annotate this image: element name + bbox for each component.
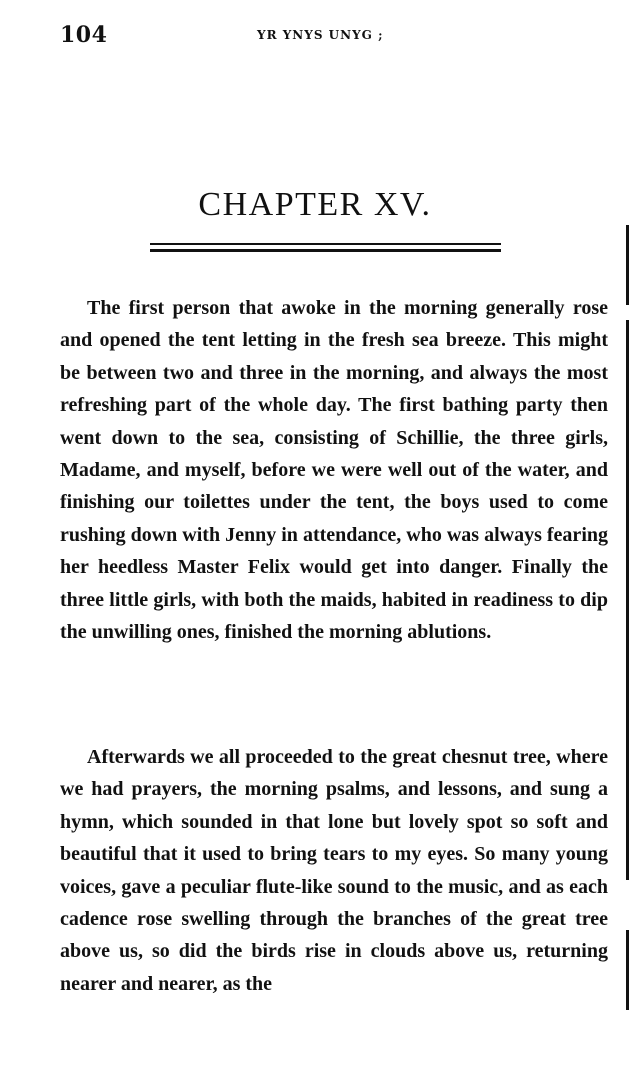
body-paragraph: Afterwards we all proceeded to the great chesnut tree, where we had prayers, the morning psalms, and lessons, and sung a hymn, which sounded in that lone but lovely spot so soft and beautiful that it used to bring tears to my eyes. So many young voices, gave a peculiar flute-like sound to the music, and as each cadence rose swelling through the branches of the great tree above us, so did the birds rise in clouds above us, returning nearer and nearer, as the: [60, 746, 608, 995]
running-head: YR YNYS UNYG ;: [257, 28, 384, 42]
title-rule-thin: [150, 243, 501, 245]
title-rule-thick: [150, 249, 501, 252]
body-paragraph: The first person that awoke in the morning generally rose and opened the tent letting in the fresh sea breeze. This might be between two and three in the morning, and always the most refreshing part of the whole day. The first bathing party then went down to the sea, consisting of Schillie, the three girls, Madame, and myself, before we were well out of the water, and finishing our toilettes under the tent, the boys used to come rushing down with Jenny in attendance, who was always fearing her heedless Master Felix would get into danger. Finally the three little girls, with both the maids, habited in readiness to dip the unwilling ones, finished the morning ablutions.: [60, 297, 608, 644]
page-edge-line: [626, 320, 629, 880]
page-number: 104: [60, 22, 108, 48]
chapter-title: CHAPTER XV.: [198, 185, 432, 223]
page-edge-line: [626, 225, 629, 305]
title-double-rule: [150, 243, 501, 253]
page-edge-line: [626, 930, 629, 1010]
